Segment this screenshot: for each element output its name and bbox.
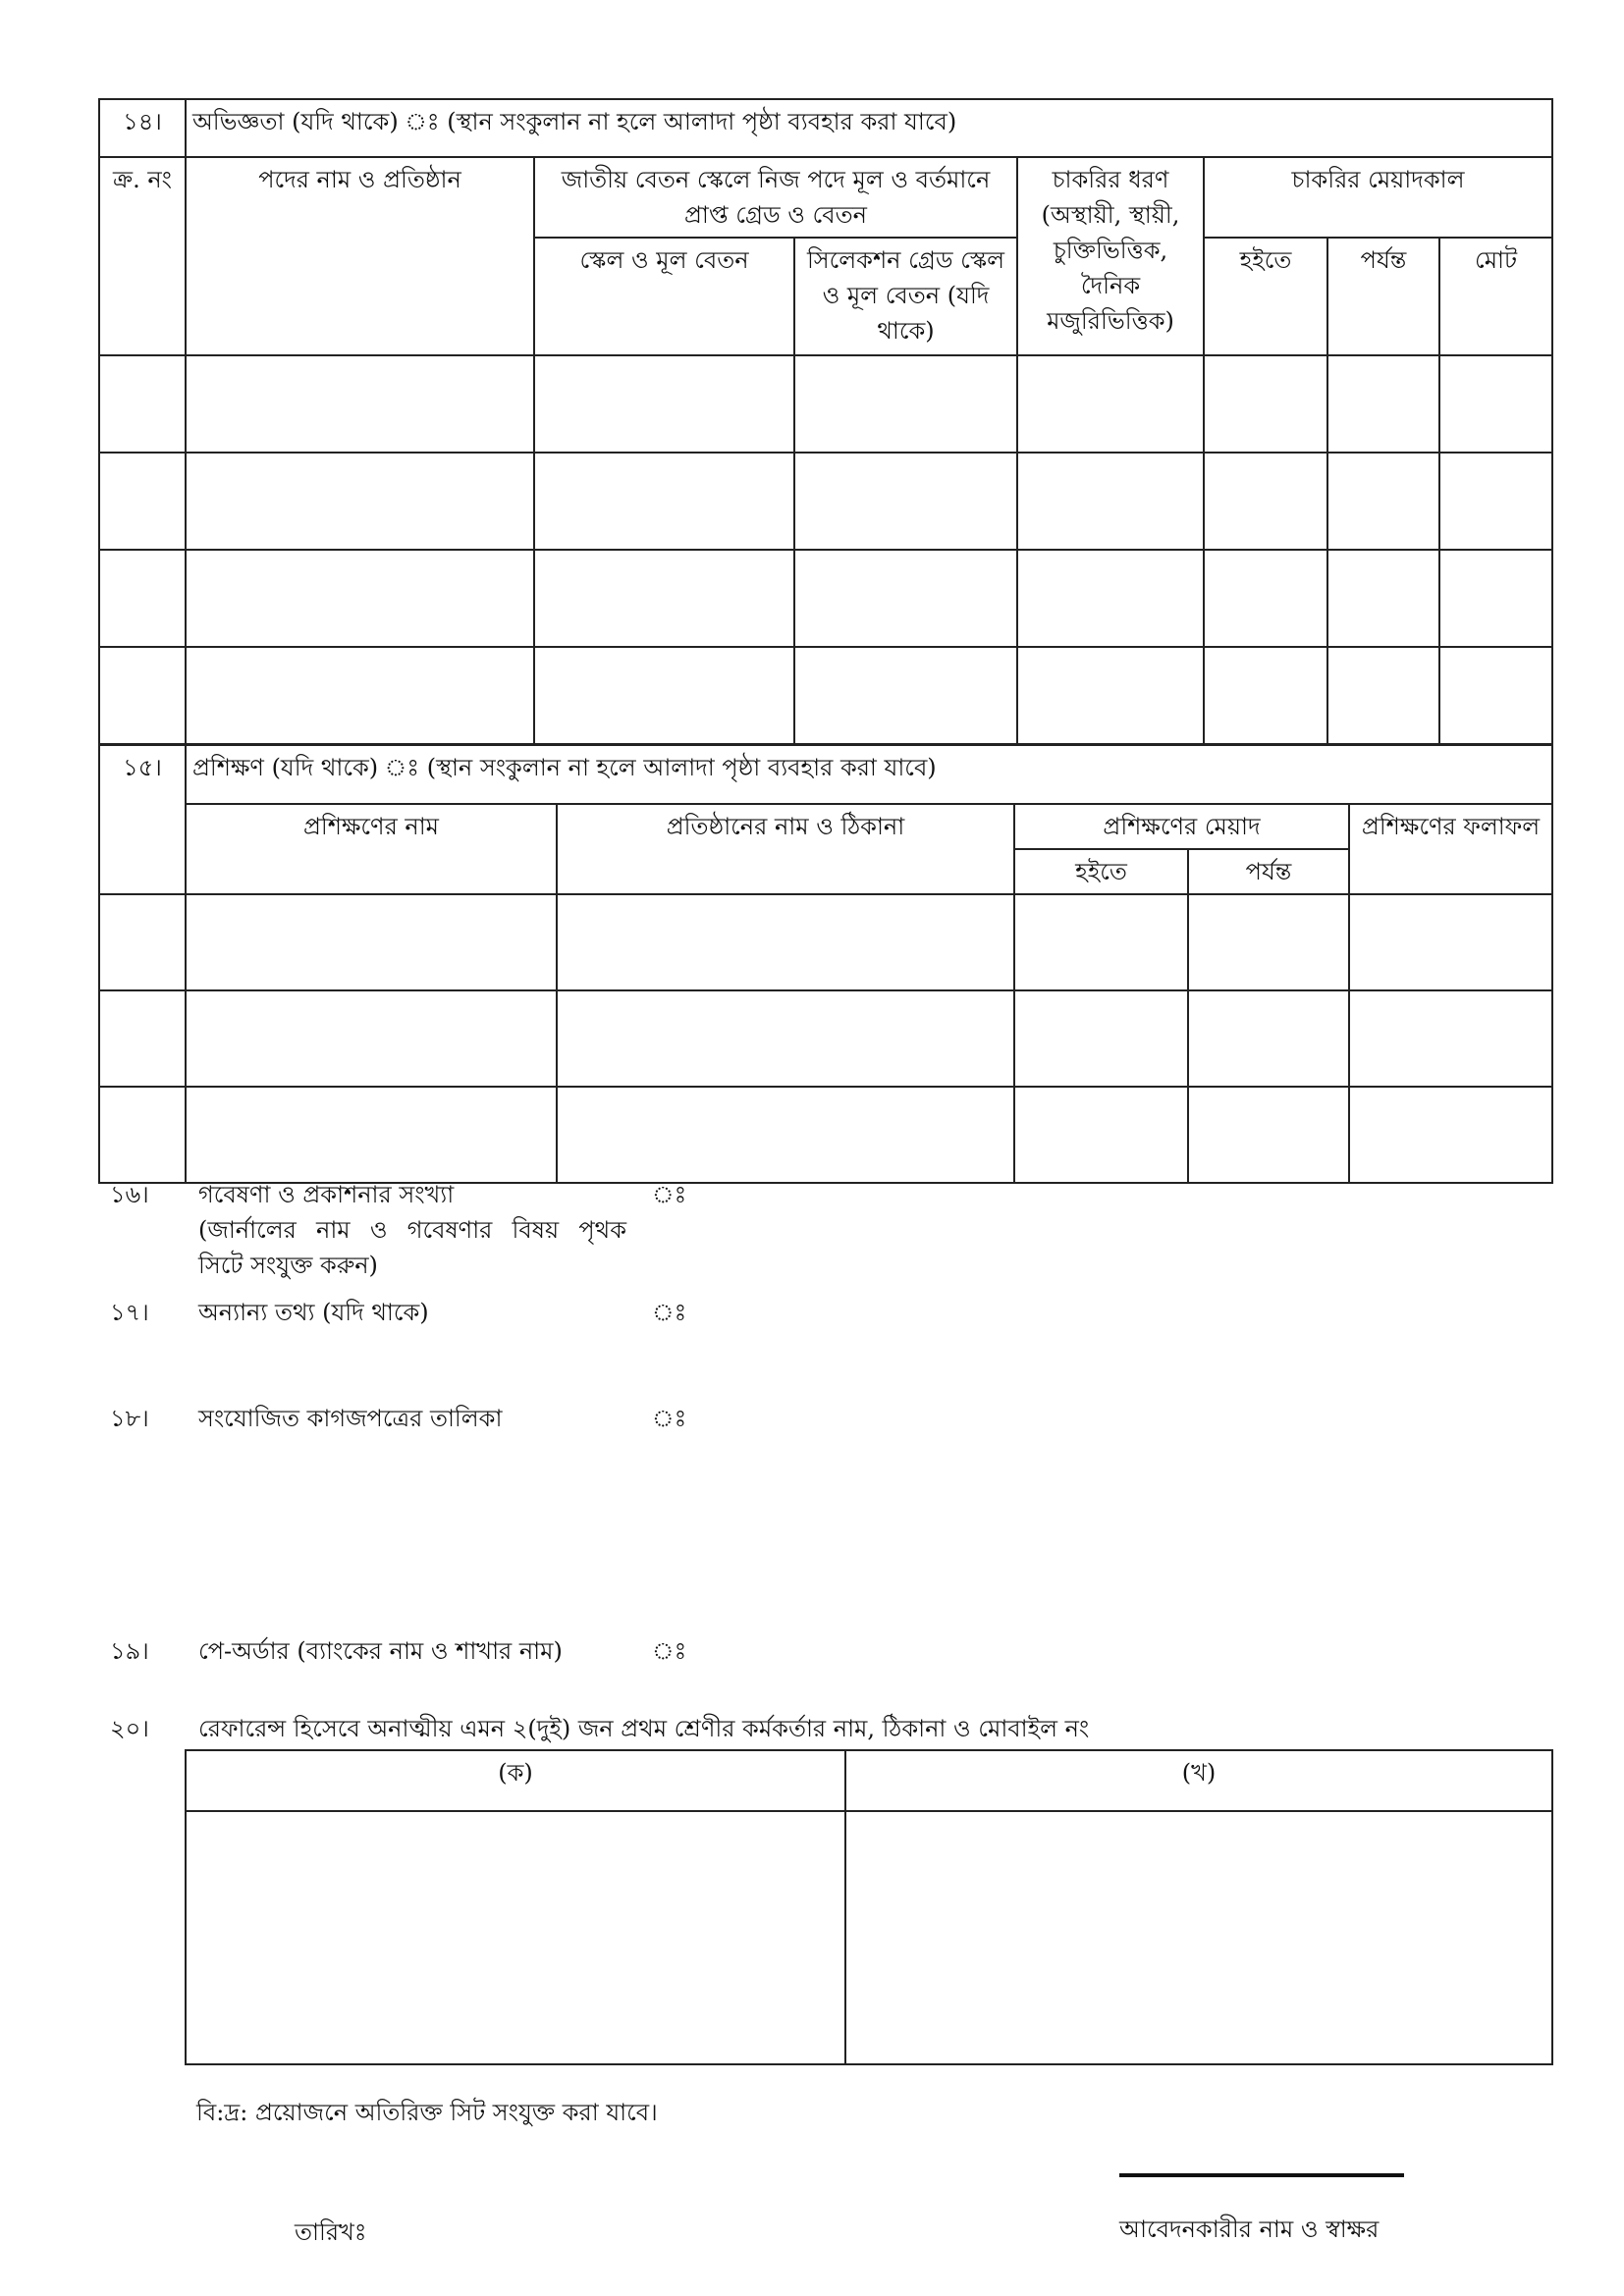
table-cell[interactable] — [534, 550, 794, 647]
table-cell[interactable] — [1327, 453, 1439, 550]
table-cell[interactable] — [1204, 550, 1327, 647]
table-cell[interactable] — [99, 894, 186, 990]
table-row — [99, 550, 1552, 647]
section-16-colon: ঃ — [652, 1181, 687, 1208]
table-row — [99, 647, 1552, 744]
table-cell[interactable] — [99, 550, 186, 647]
table-cell[interactable] — [99, 647, 186, 744]
table-cell[interactable] — [1327, 647, 1439, 744]
table-cell[interactable] — [1439, 550, 1552, 647]
note: বি:দ্র: প্রয়োজনে অতিরিক্ত সিট সংযুক্ত করা যাবে। — [196, 2099, 658, 2126]
reference-col-a-header: (ক) — [186, 1750, 845, 1811]
table-row — [99, 894, 1552, 990]
training-table — [98, 744, 1553, 1184]
section-16-label: গবেষণা ও প্রকাশনার সংখ্যা — [198, 1181, 455, 1208]
table-cell[interactable] — [794, 453, 1017, 550]
section-15-title: প্রশিক্ষণ (যদি থাকে) ঃ (স্থান সংকুলান না হলে আলাদা পৃষ্ঠা ব্যবহার করা যাবে) — [186, 745, 1552, 804]
experience-table — [98, 98, 1553, 745]
table-cell[interactable] — [1017, 647, 1204, 744]
date-label: তারিখঃ — [295, 2218, 367, 2246]
table-cell[interactable] — [1349, 990, 1552, 1087]
section-18-number: ১৮। — [110, 1405, 149, 1432]
table-cell[interactable] — [186, 453, 534, 550]
table-cell[interactable] — [1017, 550, 1204, 647]
section-20-label: রেফারেন্স হিসেবে অনাত্মীয় এমন ২(দুই) জন প্রথম শ্রেণীর কর্মকর্তার নাম, ঠিকানা ও মোবাইল নং — [198, 1715, 1090, 1742]
section-14-title: অভিজ্ঞতা (যদি থাকে) ঃ (স্থান সংকুলান না হলে আলাদা পৃষ্ঠা ব্যবহার করা যাবে) — [186, 99, 1552, 157]
table-cell[interactable] — [186, 1087, 557, 1183]
table-cell[interactable] — [1439, 355, 1552, 453]
signature-label: আবেদনকারীর নাম ও স্বাক্ষর — [1119, 2216, 1380, 2243]
table-cell[interactable] — [99, 355, 186, 453]
section-19-colon: ঃ — [652, 1637, 687, 1665]
table-cell[interactable] — [557, 1087, 1014, 1183]
table-cell[interactable] — [1014, 1087, 1188, 1183]
section-16-label-line2: (জার্নালের নাম ও গবেষণার বিষয় পৃথক — [198, 1216, 626, 1244]
reference-table — [185, 1749, 1553, 2065]
table-cell[interactable] — [1204, 647, 1327, 744]
header-serial: ক্র. নং — [99, 157, 186, 355]
table-cell[interactable] — [1349, 894, 1552, 990]
header-total: মোট — [1439, 238, 1552, 355]
section-16-number: ১৬। — [110, 1181, 149, 1208]
table-cell[interactable] — [1349, 1087, 1552, 1183]
table-cell[interactable] — [1204, 453, 1327, 550]
header-post: পদের নাম ও প্রতিষ্ঠান — [186, 157, 534, 355]
table-cell[interactable] — [186, 550, 534, 647]
table-cell[interactable] — [1014, 894, 1188, 990]
table-cell[interactable] — [1439, 647, 1552, 744]
section-17-number: ১৭। — [110, 1299, 149, 1326]
table-cell[interactable] — [186, 355, 534, 453]
table-cell[interactable] — [1188, 1087, 1349, 1183]
section-19-label: পে-অর্ডার (ব্যাংকের নাম ও শাখার নাম) — [198, 1637, 563, 1665]
section-20-number: ২০। — [110, 1715, 149, 1742]
table-cell[interactable] — [1188, 990, 1349, 1087]
section-18-colon: ঃ — [652, 1405, 687, 1432]
header-pay: জাতীয় বেতন স্কেলে নিজ পদে মূল ও বর্তমানে প্রাপ্ত গ্রেড ও বেতন — [534, 157, 1017, 238]
table-cell[interactable] — [794, 355, 1017, 453]
table-cell[interactable] — [186, 894, 557, 990]
table-row — [99, 453, 1552, 550]
table-cell[interactable] — [99, 990, 186, 1087]
section-16-label-line3: সিটে সংযুক্ত করুন) — [198, 1252, 378, 1279]
header-training-duration: প্রশিক্ষণের মেয়াদ — [1014, 804, 1349, 849]
header-to: পর্যন্ত — [1327, 238, 1439, 355]
table-row — [99, 1087, 1552, 1183]
header-training-result: প্রশিক্ষণের ফলাফল — [1349, 804, 1552, 894]
table-cell[interactable] — [1017, 355, 1204, 453]
header-training-name: প্রশিক্ষণের নাম — [186, 804, 557, 894]
section-15-number: ১৫। — [99, 745, 186, 894]
table-cell[interactable] — [1204, 355, 1327, 453]
table-cell[interactable] — [534, 355, 794, 453]
table-cell[interactable] — [99, 453, 186, 550]
section-17-label: অন্যান্য তথ্য (যদি থাকে) — [198, 1299, 429, 1326]
table-cell[interactable] — [1017, 453, 1204, 550]
table-cell[interactable] — [557, 990, 1014, 1087]
table-cell[interactable] — [1188, 894, 1349, 990]
table-cell[interactable] — [534, 453, 794, 550]
table-cell[interactable] — [1439, 453, 1552, 550]
header-selection-grade: সিলেকশন গ্রেড স্কেল ও মূল বেতন (যদি থাকে) — [794, 238, 1017, 355]
table-cell[interactable] — [794, 550, 1017, 647]
table-cell[interactable] — [99, 1087, 186, 1183]
section-17-colon: ঃ — [652, 1299, 687, 1326]
header-job-type: চাকরির ধরণ (অস্থায়ী, স্থায়ী, চুক্তিভিত্তিক, দৈনিক মজুরিভিত্তিক) — [1017, 157, 1204, 355]
signature-line — [1119, 2173, 1404, 2177]
reference-b-cell[interactable] — [845, 1811, 1552, 2064]
section-19-number: ১৯। — [110, 1637, 149, 1665]
table-row — [99, 355, 1552, 453]
table-cell[interactable] — [1014, 990, 1188, 1087]
table-cell[interactable] — [1327, 550, 1439, 647]
header-tenure: চাকরির মেয়াদকাল — [1204, 157, 1552, 238]
header-from: হইতে — [1204, 238, 1327, 355]
header-institute: প্রতিষ্ঠানের নাম ও ঠিকানা — [557, 804, 1014, 894]
table-cell[interactable] — [557, 894, 1014, 990]
header-scale: স্কেল ও মূল বেতন — [534, 238, 794, 355]
header-training-to: পর্যন্ত — [1188, 849, 1349, 894]
table-cell[interactable] — [534, 647, 794, 744]
section-14-number: ১৪। — [99, 99, 186, 157]
reference-col-b-header: (খ) — [845, 1750, 1552, 1811]
table-cell[interactable] — [794, 647, 1017, 744]
table-cell[interactable] — [186, 990, 557, 1087]
reference-a-cell[interactable] — [186, 1811, 845, 2064]
section-18-label: সংযোজিত কাগজপত্রের তালিকা — [198, 1405, 503, 1432]
table-cell[interactable] — [186, 647, 534, 744]
header-training-from: হইতে — [1014, 849, 1188, 894]
table-cell[interactable] — [1327, 355, 1439, 453]
table-row — [99, 990, 1552, 1087]
